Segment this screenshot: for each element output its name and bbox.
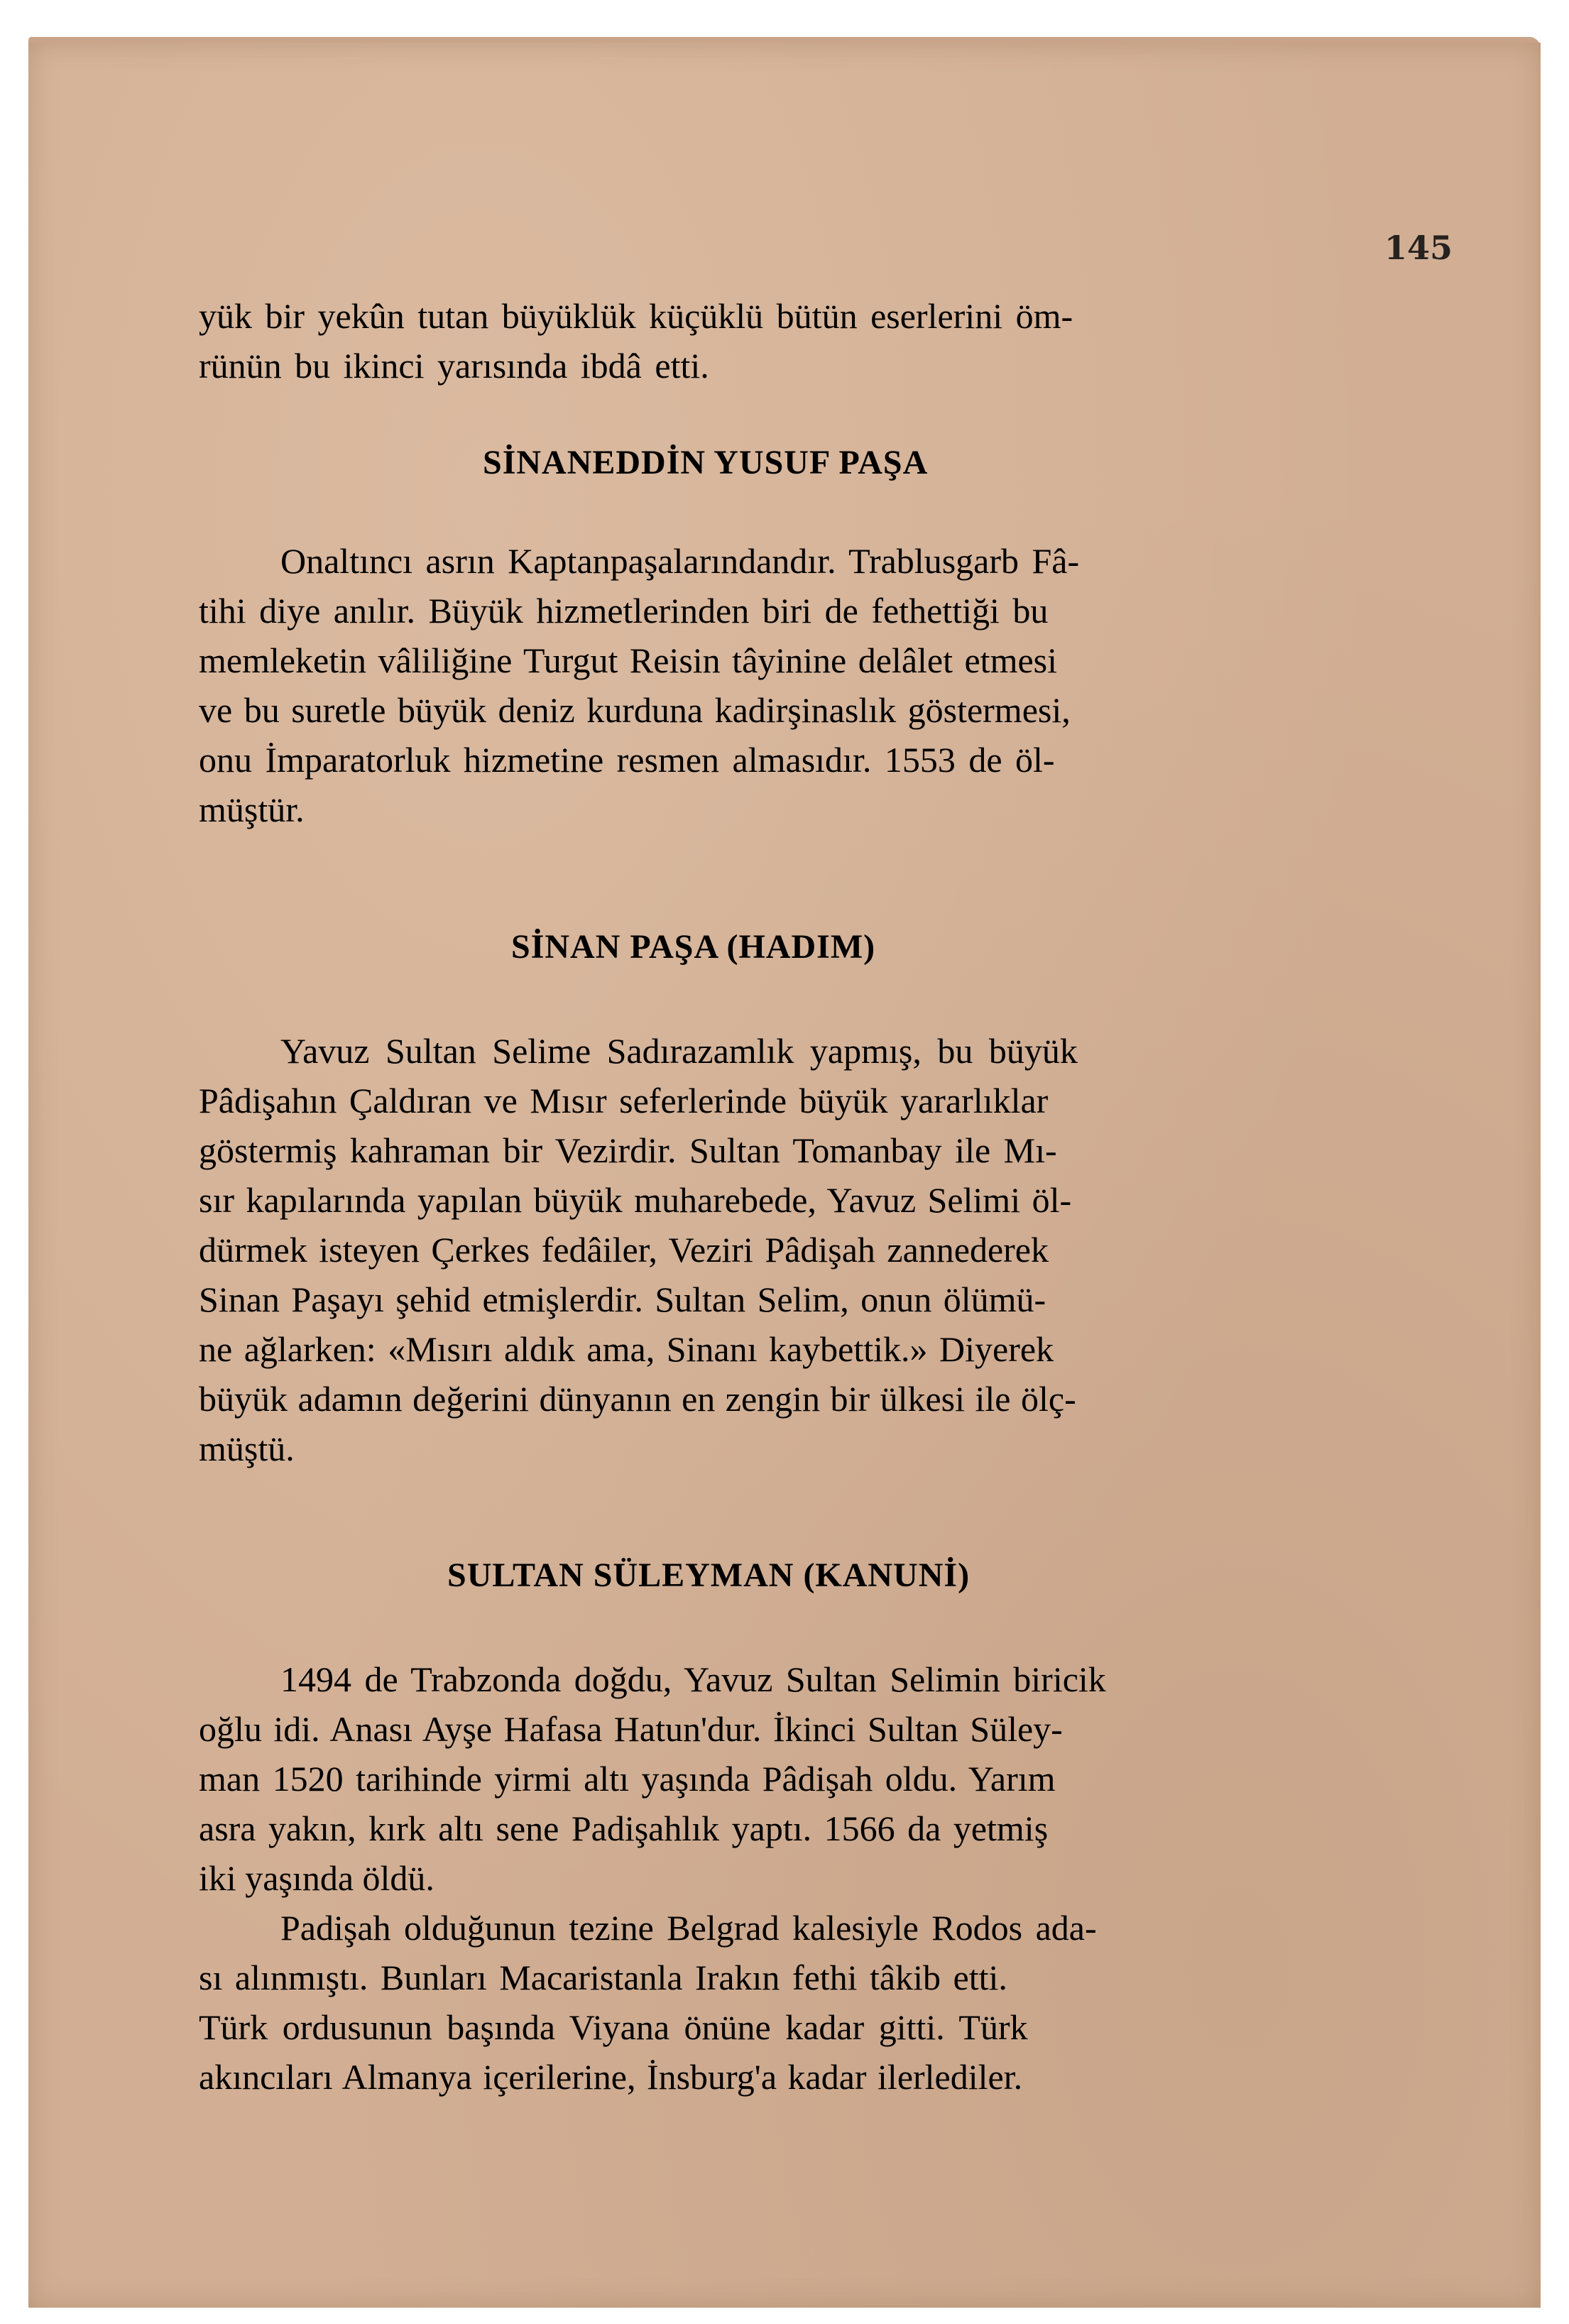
body-line: göstermiş kahraman bir Vezirdir. Sultan Tomanbay ile Mı-	[199, 1130, 1057, 1170]
body-line: Onaltıncı asrın Kaptanpaşalarındandır. Trablusgarb Fâ-	[280, 541, 1080, 581]
body-line: müştü.	[199, 1429, 295, 1468]
section-heading: SİNANEDDİN YUSUF PAŞA	[483, 444, 929, 481]
body-line: müştür.	[199, 790, 305, 829]
body-line: Padişah olduğunun tezine Belgrad kalesiyle Rodos ada-	[280, 1908, 1097, 1948]
body-line: memleketin vâliliğine Turgut Reisin tâyinine delâlet etmesi	[199, 640, 1058, 680]
section-heading: SİNAN PAŞA (HADIM)	[511, 928, 876, 966]
body-line: tihi diye anılır. Büyük hizmetlerinden biri de fethettiği bu	[199, 591, 1049, 631]
body-line: büyük adamın değerini dünyanın en zengin bir ülkesi ile ölç-	[199, 1379, 1076, 1419]
body-line: iki yaşında öldü.	[199, 1858, 434, 1898]
body-line: asra yakın, kırk altı sene Padişahlık yaptı. 1566 da yetmiş	[199, 1809, 1049, 1848]
body-line: ne ağlarken: «Mısırı aldık ama, Sinanı kaybettik.» Diyerek	[199, 1329, 1054, 1369]
body-line: dürmek isteyen Çerkes fedâiler, Veziri Pâdişah zannederek	[199, 1230, 1049, 1270]
body-line: yük bir yekûn tutan büyüklük küçüklü bütün eserlerini öm-	[199, 296, 1073, 336]
body-line: ve bu suretle büyük deniz kurduna kadirşinaslık göstermesi,	[199, 690, 1071, 730]
body-line: Yavuz Sultan Selime Sadırazamlık yapmış, bu büyük	[280, 1031, 1078, 1071]
body-line: sı alınmıştı. Bunları Macaristanla Irakın fethi tâkib etti.	[199, 1958, 1007, 1997]
body-line: 1494 de Trabzonda doğdu, Yavuz Sultan Selimin biricik	[280, 1659, 1106, 1699]
body-line: oğlu idi. Anası Ayşe Hafasa Hatun'dur. İkinci Sultan Süley-	[199, 1709, 1063, 1749]
body-line: onu İmparatorluk hizmetine resmen almasıdır. 1553 de öl-	[199, 740, 1055, 780]
book-page	[28, 43, 1541, 2308]
page-number: 145	[1384, 229, 1453, 267]
section-heading: SULTAN SÜLEYMAN (KANUNİ)	[447, 1556, 971, 1594]
body-line: man 1520 tarihinde yirmi altı yaşında Pâdişah oldu. Yarım	[199, 1759, 1056, 1799]
body-line: rünün bu ikinci yarısında ibdâ etti.	[199, 346, 709, 386]
body-line: sır kapılarında yapılan büyük muharebede, Yavuz Selimi öl-	[199, 1180, 1072, 1220]
body-line: Sinan Paşayı şehid etmişlerdir. Sultan Selim, onun ölümü-	[199, 1280, 1046, 1319]
body-line: Türk ordusunun başında Viyana önüne kadar gitti. Türk	[199, 2007, 1028, 2047]
body-line: Pâdişahın Çaldıran ve Mısır seferlerinde büyük yararlıklar	[199, 1081, 1049, 1120]
body-line: akıncıları Almanya içerilerine, İnsburg'a kadar ilerlediler.	[199, 2057, 1023, 2097]
